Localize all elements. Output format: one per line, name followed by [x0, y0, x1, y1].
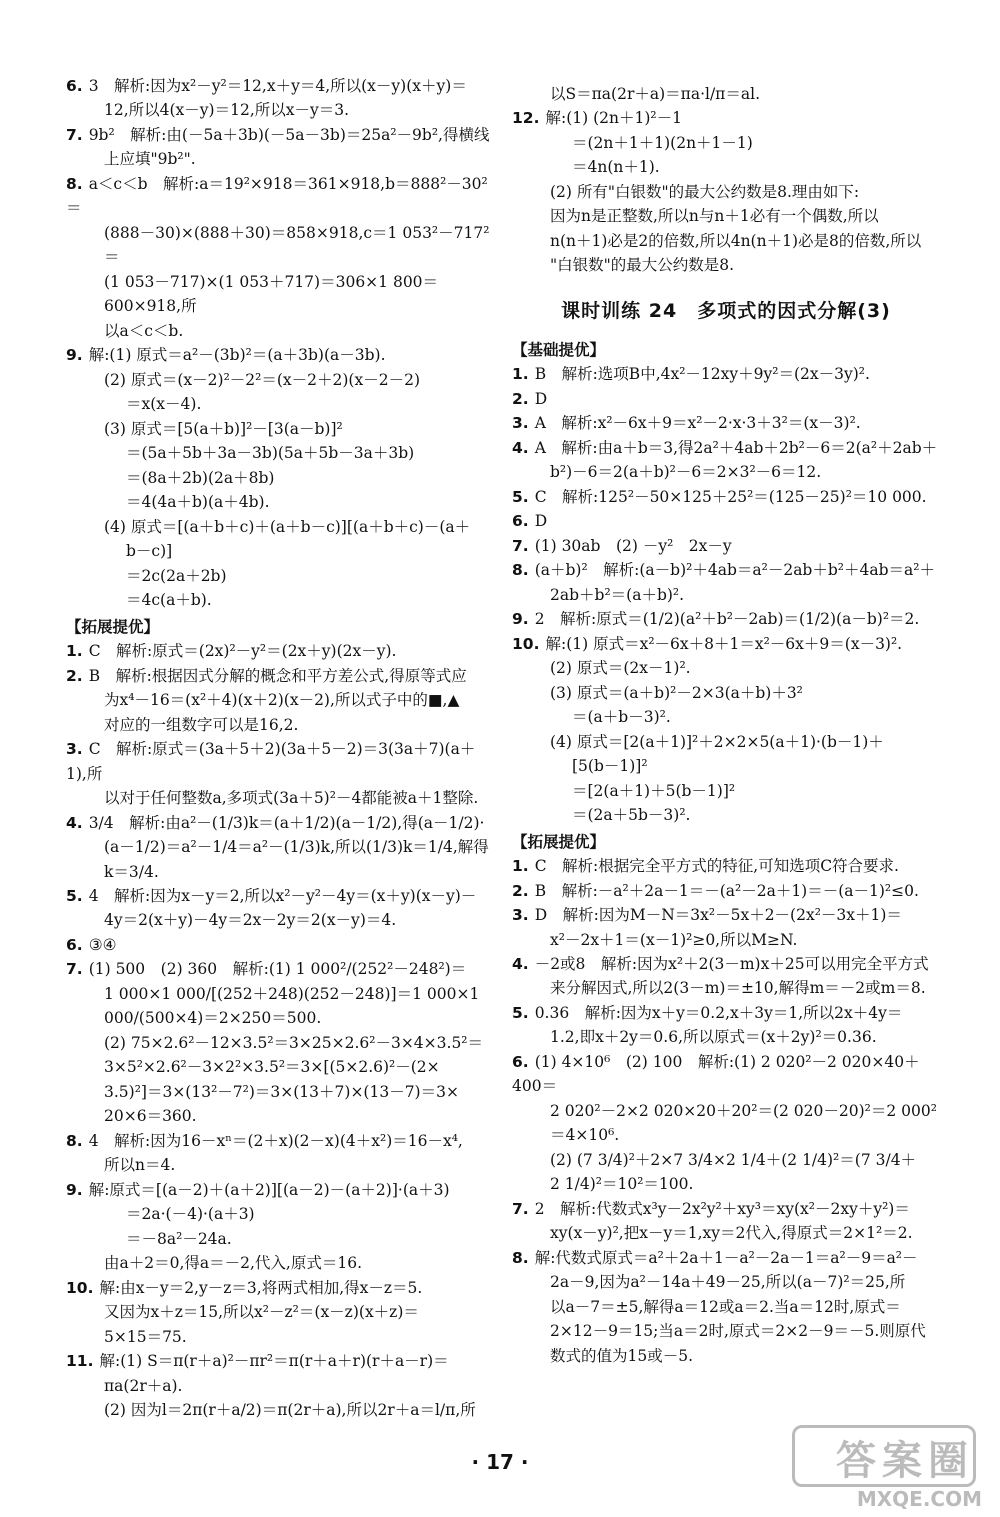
left-column: [66, 74, 494, 1423]
answer-text: (1) 30ab (2) －y² 2x－y: [534, 536, 732, 555]
question-number: 5.: [66, 886, 83, 905]
section-heading: 【基础提优】: [512, 340, 606, 359]
question-number: 3.: [512, 906, 529, 925]
answer-text: 2×12－9＝15;当a＝2时,原式＝2×2－9＝－5.则原代: [550, 1322, 926, 1341]
answer-line: [66, 490, 494, 514]
answer-text: 因为n是正整数,所以n与n＋1必有一个偶数,所以: [550, 207, 879, 226]
answer-text: 3×5²×2.6²－3×2²×3.5²＝3×[(5×2.6)²－(2×: [104, 1058, 440, 1077]
answer-text: (1) 4×10⁶ (2) 100 解析:(1) 2 020²－2 020×40＋400＝: [512, 1052, 920, 1096]
answer-text: (888－30)×(888＋30)＝858×918,c＝1 053²－717²＝: [104, 223, 490, 267]
answer-text: 5×15＝75.: [104, 1327, 187, 1346]
watermark-logo: [794, 1421, 994, 1513]
answer-line: [66, 1374, 494, 1398]
answer-line: [512, 1172, 940, 1196]
answer-line: [512, 155, 940, 179]
answer-line: [66, 147, 494, 171]
answer-line: [66, 664, 494, 688]
answer-line: [66, 123, 494, 147]
question-number: 8.: [66, 174, 83, 193]
answer-line: [512, 879, 940, 903]
answer-line: [512, 131, 940, 155]
question-number: 6.: [66, 77, 83, 95]
answer-line: [512, 460, 940, 484]
answer-line: [512, 1025, 940, 1049]
answer-text: ＝－8a²－24a.: [126, 1229, 232, 1248]
answer-line: [512, 1246, 940, 1270]
answer-line: [66, 1178, 494, 1202]
watermark-url: MXQE.COM: [856, 1487, 982, 1511]
answer-text: ＝[2(a＋1)＋5(b－1)]²: [572, 781, 736, 800]
question-number: 9.: [66, 346, 83, 365]
answer-text: xy(x－y)²,把x－y＝1,xy＝2代入,得原式＝2×1²＝2.: [550, 1224, 913, 1243]
answer-text: B 解析:选项B中,4x²－12xy＋9y²＝(2x－3y)².: [534, 365, 870, 384]
answer-line: [512, 632, 940, 656]
answer-line: [66, 564, 494, 588]
answer-text: C 解析:根据完全平方式的特征,可知选项C符合要求.: [534, 857, 899, 876]
answer-line: [66, 74, 494, 98]
answer-line: [512, 485, 940, 509]
answer-line: [66, 319, 494, 343]
answer-text: 来分解因式,所以2(3－m)＝±10,解得m＝－2或m＝8.: [550, 979, 926, 998]
answer-text: 3 解析:因为x²－y²＝12,x＋y＝4,所以(x－y)(x＋y)＝: [88, 77, 467, 95]
answer-line: [66, 1055, 494, 1079]
question-number: 4.: [512, 438, 529, 457]
answer-line: [512, 928, 940, 952]
answer-line: [66, 786, 494, 810]
question-number: 3.: [66, 740, 83, 759]
question-number: 1.: [512, 857, 529, 876]
answer-text: 1.2,即x＋2y＝0.6,所以原式＝(x＋2y)²＝0.36.: [550, 1028, 877, 1047]
answer-text: (3) 原式＝(a＋b)²－2×3(a＋b)＋3²: [550, 683, 803, 702]
answer-text: ＝(2n＋1＋1)(2n＋1－1): [572, 133, 753, 152]
answer-text: 20×6＝360.: [104, 1107, 197, 1126]
answer-line: [66, 1129, 494, 1153]
answer-text: 以a－7＝±5,解得a＝12或a＝2.当a＝12时,原式＝: [550, 1297, 901, 1316]
answer-line: [66, 1202, 494, 1226]
answer-line: [512, 1197, 940, 1221]
question-number: 7.: [512, 536, 529, 555]
answer-text: (a＋b)² 解析:(a－b)²＋4ab＝a²－2ab＋b²＋4ab＝a²＋: [534, 561, 935, 580]
answer-line: [512, 387, 940, 411]
answer-line: [512, 436, 940, 460]
answer-line: [66, 515, 494, 539]
answer-text: －2或8 解析:因为x²＋2(3－m)x＋25可以用完全平方式: [534, 955, 929, 973]
answer-text: 对应的一组数字可以是16,2.: [104, 715, 299, 734]
answer-text: 解:代数式原式＝a²＋2a＋1－a²－2a－1＝a²－9＝a²－: [534, 1248, 918, 1267]
answer-line: [66, 466, 494, 490]
answer-line: [512, 903, 940, 927]
answer-line: [512, 705, 940, 729]
answer-text: ＝(a＋b－3)².: [572, 708, 671, 727]
answer-text: b－c)]: [126, 542, 173, 561]
answer-text: n(n＋1)必是2的倍数,所以4n(n＋1)必是8的倍数,所以: [550, 231, 922, 250]
question-number: 4.: [66, 813, 83, 832]
answer-text: D: [534, 512, 548, 531]
answer-line: [66, 343, 494, 367]
answer-text: (2) (7 3/4)²＋2×7 3/4×2 1/4＋(2 1/4)²＝(7 3/4＋: [550, 1150, 917, 1169]
answer-text: 又因为x＋z＝15,所以x²－z²＝(x－z)(x＋z)＝: [104, 1303, 419, 1322]
answer-text: 2 1/4)²＝10²＝100.: [550, 1175, 694, 1194]
answer-line: [66, 688, 494, 712]
answer-line: [66, 1080, 494, 1104]
answer-text: (2) 因为l＝2π(r＋a/2)＝π(2r＋a),所以2r＋a＝l/π,所: [104, 1401, 476, 1420]
question-number: 1.: [512, 365, 529, 384]
answer-text: 12,所以4(x－y)＝12,所以x－y＝3.: [104, 101, 350, 120]
answer-line: [66, 835, 494, 884]
question-number: 2.: [512, 389, 529, 408]
question-number: 3.: [512, 414, 529, 433]
answer-text: C 解析:125²－50×125＋25²＝(125－25)²＝10 000.: [534, 487, 927, 506]
page-number: · 17 ·: [471, 1450, 529, 1474]
question-number: 5.: [512, 487, 529, 506]
answer-line: [512, 1099, 940, 1148]
lesson-title: 课时训练 24 多项式的因式分解(3): [561, 299, 891, 322]
answer-text: "白银数"的最大公约数是8.: [550, 256, 735, 275]
question-number: 7.: [66, 125, 83, 144]
question-number: 2.: [66, 666, 83, 685]
answer-text: 解:(1) 原式＝a²－(3b)²＝(a＋3b)(a－3b).: [88, 346, 386, 365]
answer-line: [66, 737, 494, 786]
answer-text: D: [534, 389, 548, 408]
answer-text: A 解析:x²－6x＋9＝x²－2·x·3＋3²＝(x－3)².: [534, 414, 861, 433]
answer-line: [66, 441, 494, 465]
right-column: [512, 82, 940, 1368]
answer-line: [66, 539, 494, 563]
answer-text: πa(2r＋a).: [104, 1376, 183, 1395]
answer-line: [512, 583, 940, 607]
answer-line: [512, 362, 940, 386]
answer-line: [66, 368, 494, 392]
answer-text: (4) 原式＝[2(a＋1)]²＋2×2×5(a＋1)·(b－1)＋: [550, 732, 884, 751]
answer-line: [512, 229, 940, 253]
answer-text: (1 053－717)×(1 053＋717)＝306×1 800＝600×918,所: [104, 272, 439, 316]
answer-line: [512, 656, 940, 680]
question-number: 10.: [512, 634, 540, 653]
answer-line: [512, 607, 940, 631]
answer-line: [512, 1344, 940, 1368]
answer-text: 9b² 解析:由(－5a＋3b)(－5a－3b)＝25a²－9b²,得横线: [88, 125, 490, 144]
answer-text: 2 解析:代数式x³y－2x²y²＋xy³＝xy(x²－2xy＋y²)＝: [534, 1199, 910, 1218]
answer-line: [66, 639, 494, 663]
question-number: 8.: [512, 1248, 529, 1267]
section-heading: 【拓展提优】: [512, 832, 606, 851]
answer-text: ＝4(4a＋b)(a＋4b).: [126, 493, 270, 512]
answer-text: (3) 原式＝[5(a＋b)]²－[3(a－b)]²: [104, 419, 343, 438]
answer-text: B 解析:－a²＋2a－1＝－(a²－2a＋1)＝－(a－1)²≤0.: [534, 881, 919, 900]
answer-text: 3/4 解析:由a²－(1/3)k＝(a＋1/2)(a－1/2),得(a－1/2)·: [88, 813, 485, 832]
answer-line: [512, 1001, 940, 1025]
answer-line: [512, 681, 940, 705]
answer-text: [5(b－1)]²: [572, 757, 648, 776]
answer-line: [66, 1325, 494, 1349]
answer-line: [512, 509, 940, 533]
answer-text: 2 020²－2×2 020×20＋20²＝(2 020－20)²＝2 000²＝4×10⁶.: [550, 1101, 937, 1145]
answer-line: [512, 411, 940, 435]
answer-text: (4) 原式＝[(a＋b＋c)＋(a＋b－c)][(a＋b＋c)－(a＋: [104, 517, 471, 536]
answer-text: 为x⁴－16＝(x²＋4)(x＋2)(x－2),所以式子中的■,▲: [104, 691, 460, 710]
question-number: 4.: [512, 955, 529, 973]
answer-text: ＝2c(2a＋2b): [126, 566, 227, 585]
watermark-text: 答案圈: [836, 1438, 974, 1484]
question-number: 10.: [66, 1278, 94, 1297]
question-number: 2.: [512, 881, 529, 900]
answer-text: 2 解析:原式＝(1/2)(a²＋b²－2ab)＝(1/2)(a－b)²＝2.: [534, 610, 920, 629]
answer-line: [66, 98, 494, 122]
answer-text: ＝(8a＋2b)(2a＋8b): [126, 468, 275, 487]
answer-line: [66, 811, 494, 835]
answer-text: A 解析:由a＋b＝3,得2a²＋4ab＋2b²－6＝2(a²＋2ab＋: [534, 438, 938, 457]
answer-text: C 解析:原式＝(3a＋5＋2)(3a＋5－2)＝3(3a＋7)(a＋1),所: [66, 740, 476, 783]
answer-line: [66, 1276, 494, 1300]
answer-line: [512, 253, 940, 277]
answer-line: [512, 1295, 940, 1319]
answer-text: 以S＝πa(2r＋a)＝πa·l/π＝al.: [550, 85, 760, 103]
answer-line: [66, 172, 494, 221]
answer-line: [66, 957, 494, 981]
question-number: 5.: [512, 1003, 529, 1022]
section-heading: 【拓展提优】: [66, 617, 160, 636]
answer-line: [512, 854, 940, 878]
answer-text: 解:(1) S＝π(r＋a)²－πr²＝π(r＋a＋r)(r＋a－r)＝: [99, 1352, 449, 1371]
answer-text: 0.36 解析:因为x＋y＝0.2,x＋3y＝1,所以2x＋4y＝: [534, 1003, 903, 1022]
answer-line: [512, 82, 940, 106]
answer-line: [66, 1251, 494, 1275]
question-number: 8.: [512, 561, 529, 580]
answer-text: ＝4c(a＋b).: [126, 591, 212, 610]
answer-text: 2a－9,因为a²－14a＋49－25,所以(a－7)²＝25,所: [550, 1273, 906, 1292]
answer-text: (2) 75×2.6²－12×3.5²＝3×25×2.6²－3×4×3.5²＝: [104, 1033, 484, 1052]
answer-line: [66, 884, 494, 908]
question-number: 11.: [66, 1352, 94, 1371]
answer-text: 4 解析:因为16－xⁿ＝(2＋x)(2－x)(4＋x²)＝16－x⁴,: [88, 1131, 463, 1150]
answer-text: ＝4n(n＋1).: [572, 158, 660, 177]
answer-text: 所以n＝4.: [104, 1156, 176, 1175]
answer-text: (a－1/2)＝a²－1/4＝a²－(1/3)k,所以(1/3)k＝1/4,解得k＝3/4.: [104, 838, 489, 881]
answer-text: 解:原式＝[(a－2)＋(a＋2)][(a－2)－(a＋2)]·(a＋3): [88, 1180, 450, 1199]
answer-line: [512, 558, 940, 582]
answer-line: [66, 588, 494, 612]
answer-line: [512, 952, 940, 976]
question-number: 8.: [66, 1131, 83, 1150]
answer-text: 由a＋2＝0,得a＝－2,代入,原式＝16.: [104, 1254, 362, 1273]
answer-line: [66, 1153, 494, 1177]
question-number: 6.: [512, 512, 529, 531]
answer-text: (2) 所有"白银数"的最大公约数是8.理由如下:: [550, 182, 860, 201]
answer-text: (2) 原式＝(x－2)²－2²＝(x－2＋2)(x－2－2): [104, 370, 420, 389]
answer-line: [512, 730, 940, 754]
answer-line: [512, 1221, 940, 1245]
answer-text: 数式的值为15或－5.: [550, 1346, 694, 1365]
answer-line: [512, 754, 940, 778]
answer-text: D 解析:因为M－N＝3x²－5x＋2－(2x²－3x＋1)＝: [534, 906, 902, 925]
answer-line: [512, 204, 940, 228]
answer-line: [512, 1319, 940, 1343]
answer-text: 4y＝2(x＋y)－4y＝2x－2y＝2(x－y)＝4.: [104, 911, 397, 930]
question-number: 1.: [66, 642, 83, 661]
answer-line: [66, 221, 494, 270]
answer-text: 1 000×1 000/[(252＋248)(252－248)]＝1 000×1 000/(500×4)＝2×250＝500.: [104, 984, 480, 1028]
answer-line: [66, 982, 494, 1031]
question-number: 7.: [512, 1199, 529, 1218]
answer-text: C 解析:原式＝(2x)²－y²＝(2x＋y)(2x－y).: [88, 642, 397, 661]
question-number: 6.: [512, 1052, 529, 1071]
answer-line: [512, 180, 940, 204]
answer-line: [512, 106, 940, 130]
answer-text: ＝2a·(－4)·(a＋3): [126, 1205, 255, 1224]
answer-line: [66, 270, 494, 319]
answer-line: [512, 1050, 940, 1099]
answer-line: [66, 1104, 494, 1128]
answer-text: B 解析:根据因式分解的概念和平方差公式,得原等式应: [88, 666, 467, 685]
answer-text: ③④: [88, 935, 117, 954]
answer-text: 解:(1) 原式＝x²－6x＋8＋1＝x²－6x＋9＝(x－3)².: [545, 634, 903, 653]
answer-line: [512, 1270, 940, 1294]
answer-line: [512, 976, 940, 1000]
answer-line: [512, 534, 940, 558]
answer-text: ＝(5a＋5b＋3a－3b)(5a＋5b－3a＋3b): [126, 444, 415, 463]
answer-text: 4 解析:因为x－y＝2,所以x²－y²－4y＝(x＋y)(x－y)－: [88, 886, 477, 905]
answer-text: b²)－6＝2(a＋b)²－6＝2×3²－6＝12.: [550, 463, 822, 482]
answer-text: 以对于任何整数a,多项式(3a＋5)²－4都能被a＋1整除.: [104, 789, 479, 808]
answer-text: 解:(1) (2n＋1)²－1: [545, 109, 682, 128]
answer-text: 3.5)²]＝3×(13²－7²)＝3×(13＋7)×(13－7)＝3×: [104, 1082, 459, 1101]
answer-text: ＝x(x－4).: [126, 395, 202, 414]
answer-text: 解:由x－y＝2,y－z＝3,将两式相加,得x－z＝5.: [99, 1278, 423, 1297]
answer-line: [66, 1398, 494, 1422]
answer-text: 以a＜c＜b.: [104, 321, 184, 340]
answer-text: (1) 500 (2) 360 解析:(1) 1 000²/(252²－248²)＝: [88, 960, 467, 979]
answer-line: [66, 417, 494, 441]
answer-line: [66, 933, 494, 957]
answer-line: [66, 908, 494, 932]
answer-line: [66, 713, 494, 737]
question-number: 6.: [66, 935, 83, 954]
answer-line: [66, 1227, 494, 1251]
answer-line: [66, 1031, 494, 1055]
answer-text: 2ab＋b²＝(a＋b)².: [550, 585, 685, 604]
answer-text: (2) 原式＝(2x－1)².: [550, 659, 691, 678]
answer-text: ＝(2a＋5b－3)².: [572, 806, 691, 825]
answer-line: [512, 779, 940, 803]
answer-line: [512, 803, 940, 827]
question-number: 9.: [66, 1180, 83, 1199]
answer-text: 上应填"9b²".: [104, 150, 196, 169]
answer-line: [512, 1148, 940, 1172]
answer-line: [66, 1300, 494, 1324]
answer-text: a＜c＜b 解析:a＝19²×918＝361×918,b＝888²－30²＝: [66, 174, 488, 218]
question-number: 12.: [512, 109, 540, 128]
answer-text: x²－2x＋1＝(x－1)²≥0,所以M≥N.: [550, 930, 798, 949]
question-number: 9.: [512, 610, 529, 629]
question-number: 7.: [66, 960, 83, 979]
answer-line: [66, 392, 494, 416]
answer-line: [66, 1349, 494, 1373]
